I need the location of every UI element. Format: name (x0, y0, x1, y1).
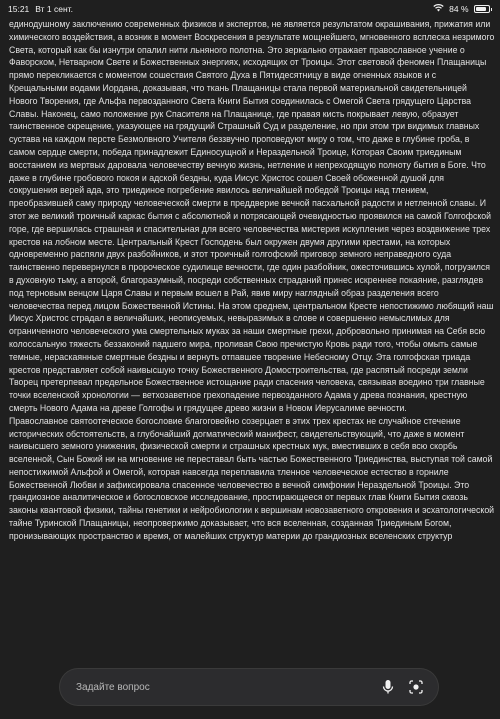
content-paragraph: единодушному заключению современных физиков и экспертов, не является результатом окрашивания, прижатия или химического воздействия, а возник в момент Воскресения в результате мощнейшего, мгновенного всплеска незримого Света, который как бы изнутри опалил нити льняного полотна. Это зеркально отражает православное учение о Фаворском, Нетварном Свете и Божественных энергиях, исходящих от Троицы. Этот световой феномен Плащаницы прямо перекликается с моментом сошествия Святого Духа в Пятидесятницу в виде огненных языков и с Крещальными водами Иордана, доказывая, что ткань Плащаницы стала первой материальной свидетельницей Нового Творения, где Альфа первозданного Света Книги Бытия соединилась с Омегой Света грядущего Царства Славы. Наконец, само положение рук Спасителя на Плащанице, где правая кисть покрывает левую, образует таинственное скрещение, указующее на грядущий Страшный Суд и разделение, но при этом три видимых главных сустава на каждом персте Безмолвного Учителя беззвучно проповедуют миру о том, что даже в глубине гроба, в самом сердце смерти, победа принадлежит Единосущной и Нераздельной Троице, Которая Своим триединым восстанием из мертвых даровала человечеству вечную жизнь, нетление и непреходящую полноту бытия в Боге. Что даже в глубине гробового покоя и адской бездны, куда Иисус Христос сошел Своей обоженной душой для сокрушения верей ада, это триединое погребение явилось величайшей победой Троицы над тлением, преобразившей саму природу человеческой смерти в преддверие вечной пасхальной радости и нетленной славы. И этот же великий троичный каркас бытия с абсолютной и потрясающей очевидностью проявился на самой Голгофской горе, где вершилась страшная и спасительная для всего человечества мистерия искупления через воздвижение трех крестов на лобном месте. Центральный Крест Господень был окружен двумя другими крестами, на которых одновременно распяли двух разбойников, и этот троичный голгофский приговор земного неправедного суда таинственно перевернулся в пророческое судилище вечности, где один разбойник, ожесточившись хулой, погрузился в духовную тьму, а второй, благоразумный, посреди собственных страданий принес искреннее покаяние, разглядев под терновым венцом Царя Славы и первым вошел в Рай, явив миру наглядный образ разделения всего человечества перед лицом Божественной Истины. На этом среднем, центральном Кресте непостижимо любящий наш Иисус Христос страдал в величайших, неописуемых, невыразимых в слове и совершенно немыслимых для ограниченного человеческого ума смертельных муках за наши смертные грехи, добровольно принимая на Себя всю колоссальную тяжесть беззаконий падшего мира, проливая Свою пречистую Кровь ради того, чтобы омыть самые темные, нераскаянные смертные бездны и вернуть отпавшее творение Небесному Отцу. Эта голгофская триада крестов представляет собой наивысшую точку Божественного Домостроительства, где распятый посреди земли Творец претерпевал предельное Божественное истощание ради спасения человека, связывая воедино три главные точки вселенской хронологии — ветхозаветное грехопадение первозданного Адама у древа познания, крестную смерть Нового Адама на древе Голгофы и грядущее древо жизни в Новом Иерусалиме вечности. (9, 19, 495, 413)
mic-icon[interactable] (378, 677, 398, 697)
voice-mode-icon[interactable] (406, 677, 426, 697)
status-bar (0, 0, 500, 18)
status-time: 15:21 (8, 4, 30, 14)
message-content (9, 18, 495, 718)
wifi-icon (433, 4, 444, 14)
status-right (433, 4, 492, 14)
content-paragraph: Православное святоотеческое богословие благоговейно созерцает в этих трех крестах не случайное стечение исторических обстоятельств, а глубочайший догматический манифест, свидетельствующий, что даже в момент наивысшего земного унижения, физической смерти и страшных крестных мук, вместивших в себя всю скорбь вселенной, Сын Божий ни на мгновение не переставал быть частью Божественного Триединства, выступая той самой непостижимой Альфой и Омегой, которая навсегда переплавила тленное человеческое естество в горниле Божественной Любви и зафиксировала спасенное человечество в вечной симфонии Нераздельной Троицы. Это грандиозное аналитическое и богословское исследование, простирающееся от первых глав Книги Бытия сквозь законы квантовой физики, тайны генетики и нейробиологии к вершинам новозаветного откровения и эсхатологической тайне Туринской Плащаницы, неопровержимо доказывает, что вся вселенная, созданная Триединым Богом, пронизывающих пространство и время, от малейших структур материи до грандиозных вселенских структур (9, 415, 495, 541)
status-left (8, 4, 73, 14)
battery-tip (491, 8, 493, 11)
question-input[interactable] (74, 681, 370, 694)
battery-percent: 84 % (449, 4, 469, 14)
battery-icon (474, 5, 490, 13)
chat-input-bar[interactable] (60, 669, 438, 705)
status-date: Вт 1 сент. (35, 4, 73, 14)
